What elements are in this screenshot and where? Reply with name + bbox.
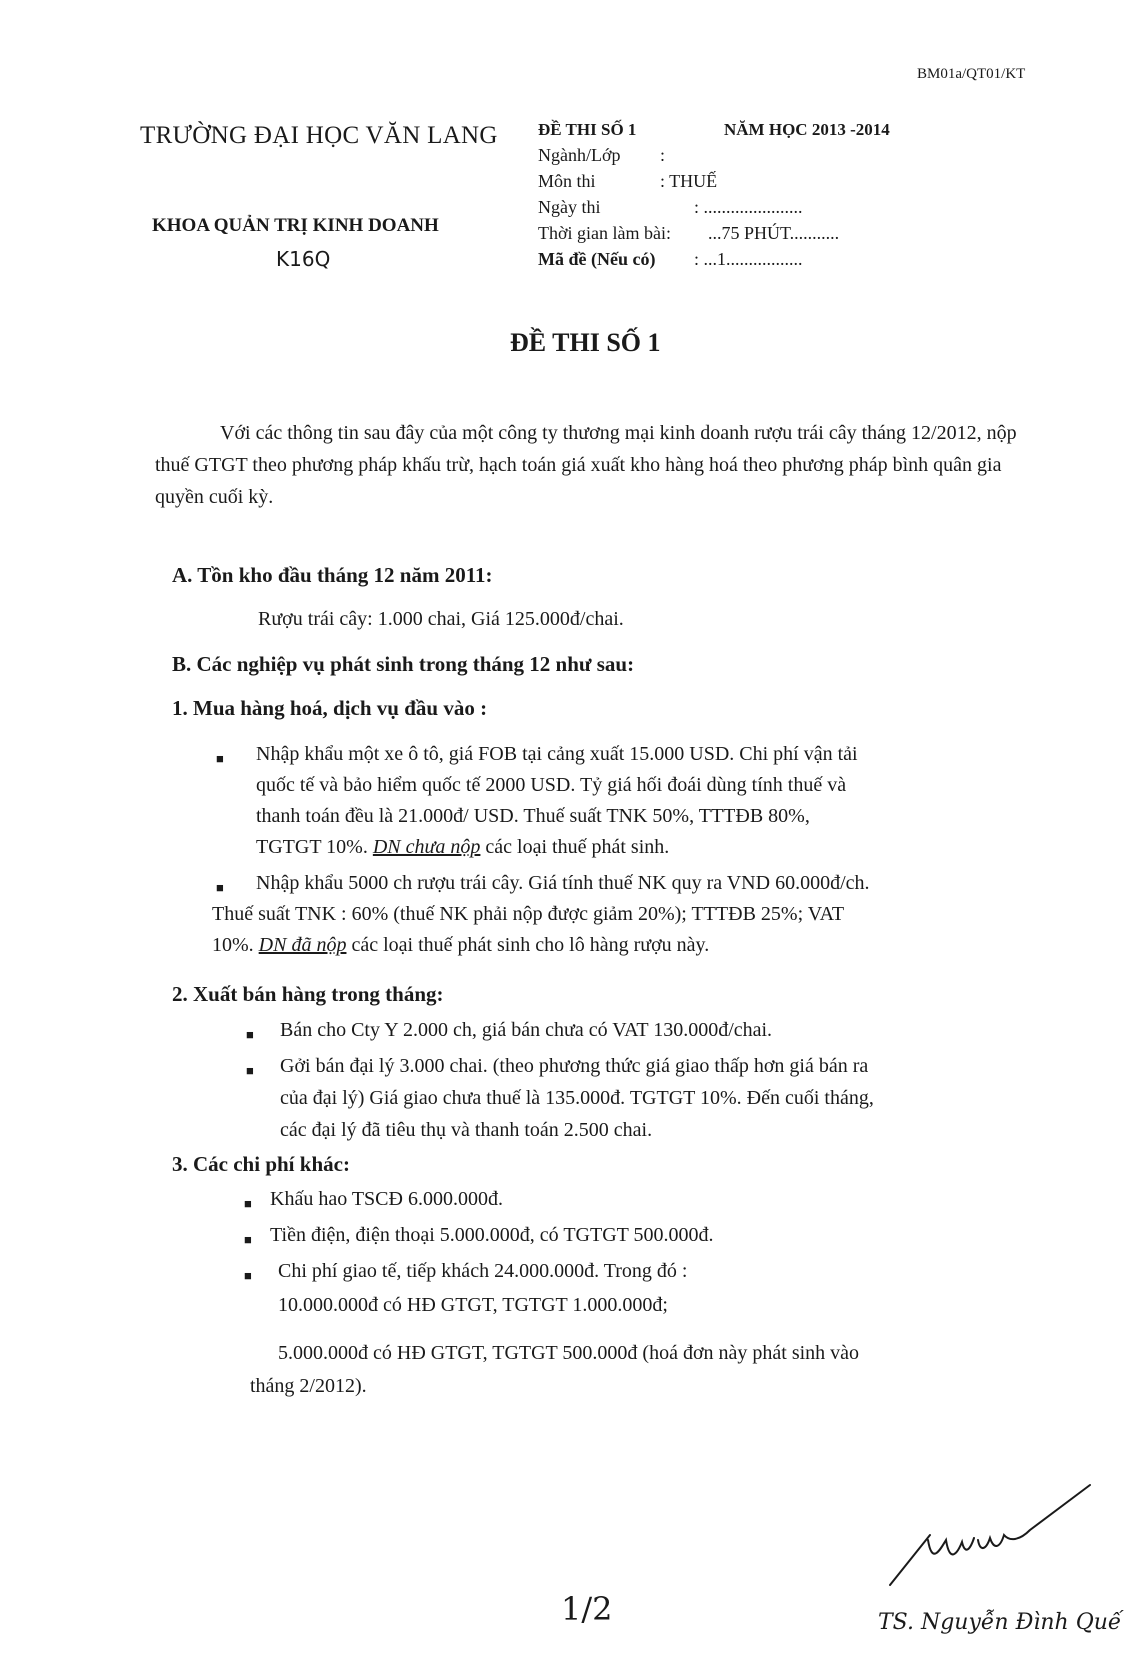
info-row-subject bbox=[538, 171, 717, 192]
bullet-icon: ■ bbox=[244, 1268, 252, 1283]
bullet-icon: ■ bbox=[244, 1232, 252, 1247]
underlined-note: DN đã nộp bbox=[258, 934, 347, 956]
section-a-line: Rượu trái cây: 1.000 chai, Giá 125.000đ/chai. bbox=[258, 608, 624, 630]
school-year: NĂM HỌC 2013 -2014 bbox=[724, 120, 890, 139]
text: các loại thuế phát sinh cho lô hàng rượu này. bbox=[346, 934, 710, 956]
item1-bullet1-line1: Nhập khẩu một xe ô tô, giá FOB tại cảng xuất 15.000 USD. Chi phí vận tải bbox=[256, 743, 858, 765]
item3-bullet3-line2: 10.000.000đ có HĐ GTGT, TGTGT 1.000.000đ; bbox=[278, 1294, 668, 1316]
text: các loại thuế phát sinh. bbox=[480, 836, 670, 858]
item1-bullet2-line2: Thuế suất TNK : 60% (thuế NK phải nộp được giảm 20%); TTTĐB 25%; VAT bbox=[212, 903, 845, 925]
school-name: TRƯỜNG ĐẠI HỌC VĂN LANG bbox=[140, 122, 498, 149]
signature-icon bbox=[870, 1480, 1100, 1610]
info-label: Ngành/Lớp bbox=[538, 145, 621, 165]
form-code: BM01a/QT01/KT bbox=[917, 66, 1026, 82]
info-label: Môn thi bbox=[538, 171, 596, 191]
item1-bullet1-line4 bbox=[256, 836, 669, 859]
section-b-heading: B. Các nghiệp vụ phát sinh trong tháng 12 như sau: bbox=[172, 652, 635, 676]
info-value: ...75 PHÚT........... bbox=[708, 223, 840, 243]
info-row-duration bbox=[538, 223, 839, 244]
info-row-code bbox=[538, 249, 803, 270]
item2-bullet1: Bán cho Cty Y 2.000 ch, giá bán chưa có VAT 130.000đ/chai. bbox=[280, 1019, 773, 1041]
bullet-icon: ■ bbox=[246, 1027, 254, 1042]
text: 10%. bbox=[212, 934, 259, 956]
info-value: : THUẾ bbox=[660, 171, 718, 191]
handwritten-class-note: K16Q bbox=[276, 247, 331, 271]
text: TGTGT 10%. bbox=[256, 836, 373, 858]
item1-bullet1-line3: thanh toán đều là 21.000đ/ USD. Thuế suất TNK 50%, TTTĐB 80%, bbox=[256, 805, 810, 827]
underlined-note: DN chưa nộp bbox=[372, 836, 481, 858]
item1-bullet1-line2: quốc tế và bảo hiểm quốc tế 2000 USD. Tỷ giá hối đoái dùng tính thuế và bbox=[256, 774, 847, 796]
bullet-icon: ■ bbox=[216, 880, 224, 895]
info-value: : ...................... bbox=[694, 197, 803, 217]
info-row-date bbox=[538, 197, 803, 218]
info-value: : ...1................. bbox=[694, 249, 803, 269]
info-label: Mã đề (Nếu có) bbox=[538, 249, 656, 269]
item3-bullet2: Tiền điện, điện thoại 5.000.000đ, có TGTGT 500.000đ. bbox=[270, 1224, 714, 1246]
item2-bullet2-line1: Gởi bán đại lý 3.000 chai. (theo phương thức giá giao thấp hơn giá bán ra bbox=[280, 1055, 869, 1077]
item3-bullet3-line1: Chi phí giao tế, tiếp khách 24.000.000đ. Trong đó : bbox=[278, 1260, 688, 1282]
page-number: 1/2 bbox=[561, 1590, 613, 1628]
signer-name: TS. Nguyễn Đình Quế bbox=[878, 1610, 1122, 1635]
item3-bullet3-line3: 5.000.000đ có HĐ GTGT, TGTGT 500.000đ (hoá đơn này phát sinh vào bbox=[278, 1342, 860, 1364]
info-label: Thời gian làm bài: bbox=[538, 223, 671, 243]
exam-number: ĐỀ THI SỐ 1 bbox=[538, 120, 637, 139]
info-label: Ngày thi bbox=[538, 197, 601, 217]
bullet-icon: ■ bbox=[216, 751, 224, 766]
page-title: ĐỀ THI SỐ 1 bbox=[510, 328, 661, 357]
item1-heading: 1. Mua hàng hoá, dịch vụ đầu vào : bbox=[172, 696, 488, 720]
item1-bullet2-line1: Nhập khẩu 5000 ch rượu trái cây. Giá tính thuế NK quy ra VND 60.000đ/ch. bbox=[256, 872, 870, 894]
bullet-icon: ■ bbox=[246, 1063, 254, 1078]
item3-bullet3-line4: tháng 2/2012). bbox=[250, 1375, 367, 1397]
item1-bullet2-line3 bbox=[212, 934, 709, 957]
info-value: : bbox=[660, 145, 666, 165]
section-a-heading: A. Tồn kho đầu tháng 12 năm 2011: bbox=[172, 563, 493, 587]
bullet-icon: ■ bbox=[244, 1196, 252, 1211]
item2-bullet2-line2: của đại lý) Giá giao chưa thuế là 135.000đ. TGTGT 10%. Đến cuối tháng, bbox=[280, 1087, 874, 1109]
item3-heading: 3. Các chi phí khác: bbox=[172, 1152, 350, 1176]
item3-bullet1: Khấu hao TSCĐ 6.000.000đ. bbox=[270, 1188, 503, 1210]
item2-heading: 2. Xuất bán hàng trong tháng: bbox=[172, 982, 444, 1006]
intro-paragraph: Với các thông tin sau đây của một công ty thương mại kinh doanh rượu trái cây tháng 12/2012, nộp thuế GTGT theo phương pháp khấu trừ, hạch toán giá xuất kho hàng hoá theo phương pháp bình quân gia quyền cuối kỳ. bbox=[155, 422, 1017, 508]
faculty-name: KHOA QUẢN TRỊ KINH DOANH bbox=[152, 215, 439, 236]
info-row-class bbox=[538, 145, 665, 166]
item2-bullet2-line3: các đại lý đã tiêu thụ và thanh toán 2.500 chai. bbox=[280, 1119, 653, 1141]
